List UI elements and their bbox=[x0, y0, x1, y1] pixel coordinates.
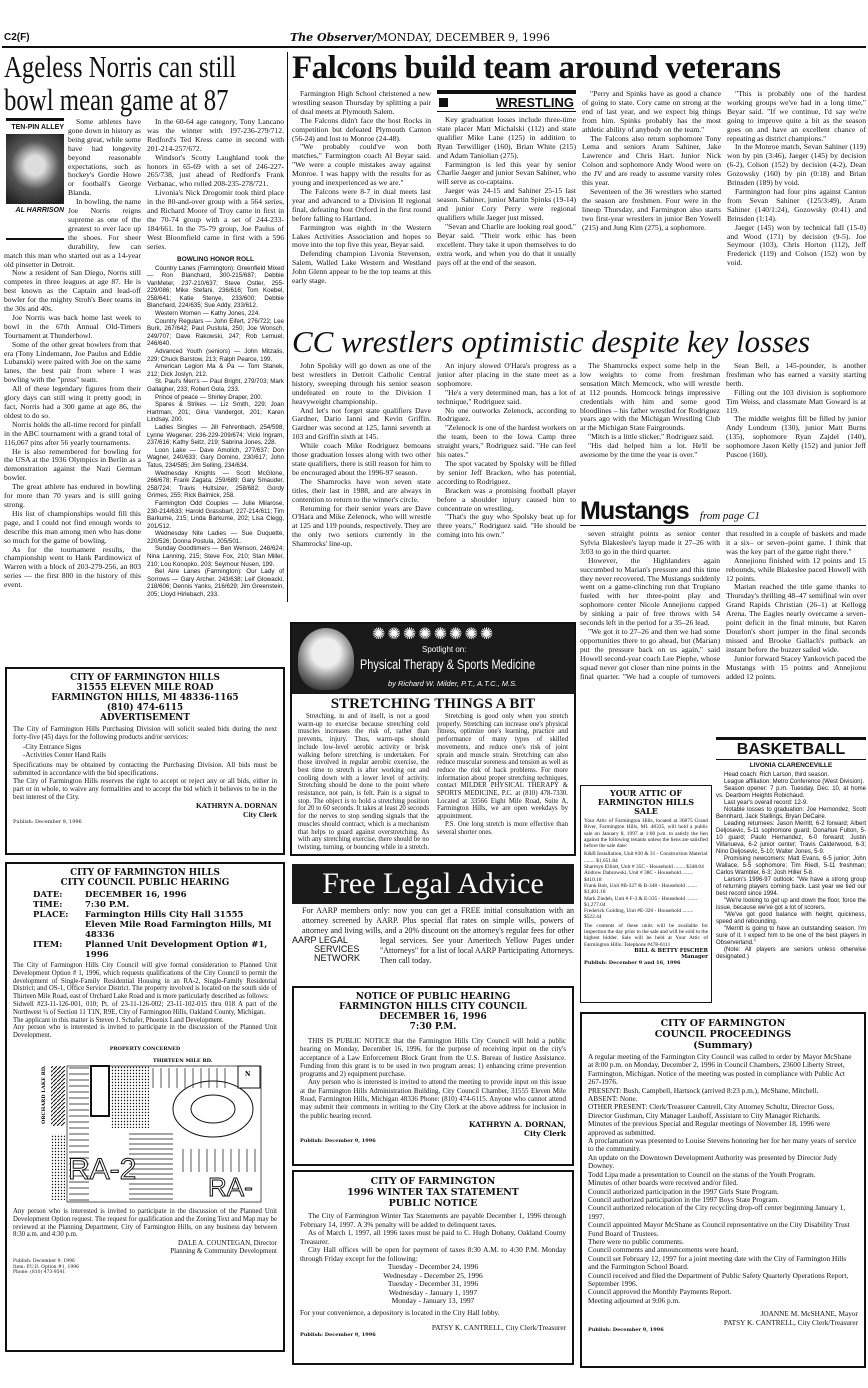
paragraph: In bowling, the name Joe Norris reigns supreme as one of the greatest to ever lace up the shoes. For sheer durability, few can match this man who started out as a 14-year old pinsetter in Detroit. bbox=[4, 197, 141, 269]
signer-title: City Clerk bbox=[243, 810, 277, 819]
square-icon bbox=[439, 98, 448, 107]
paragraph: Sidwell #23-11-126-001, 010; Pt. of 23-11-126-002; 23-11-102-015 thru 018 A part of the Northwest ¼ of Section 11 T1N, R9E, City of Farmington Hills, Oakland County, Michigan. bbox=[13, 1000, 277, 1016]
map-zone-os bbox=[51, 1066, 65, 1126]
norris-headline: Ageless Norris can still bowl mean game at 87 bbox=[4, 49, 237, 117]
sale-item: K&B Installation, Unit #20 & 31 - Construction Material ........ $1,651.84 bbox=[584, 851, 708, 864]
paragraph: Council appointed Mayor McShane as Council representative on the City Disability Trust Fund Board of Trustees. bbox=[588, 1220, 850, 1238]
norris-body bbox=[4, 118, 284, 603]
text-block bbox=[13, 962, 277, 1040]
legal-ad-text: For AARP members only: now you can get a FREE initial consultation with an attorney screened by AARP. Plus special flat rates on simple wills, powers of attorney and living wills, and a 20% discount on the attorney's regular fees for other legal services. See your Ameritech Yellow Pages under "Attorneys" for a list of local AARP Participating Attorneys. Then call today. bbox=[302, 906, 574, 965]
sale-item: Frank Bob, Unit #B-327 & B-348 - Household ........ $1,401.18 bbox=[584, 882, 698, 896]
runner-icons: ✺✺✺✺✺✺✺✺ bbox=[372, 624, 496, 643]
paragraph: Spares & Strikes — Liz Smith, 229; Joan Hartman, 201; Gina Vandergot, 201; Karen Lindsay, 200. bbox=[147, 401, 284, 424]
spotlight-body bbox=[292, 713, 574, 853]
paragraph: An injury slowed O'Hara's progress as a junior after placing in the state meet as a sophomore. bbox=[437, 362, 576, 388]
field-value: 7:30 P.M. bbox=[85, 900, 130, 910]
paragraph: Sunday Goodtimers — Ben Wenson, 248/624; Nina Lanning, 215; Steve Fox, 210; Stan Miller, 210; Lou Konopko, 203; Seymour Nusen, 199. bbox=[147, 545, 284, 568]
paragraph: Returning for their senior years are Dave O'Hara and Mike Zelenock, who will wrestle at 125 and 119 pounds, respectively. They are the only two seniors currently in the Shamrocks' line-up. bbox=[292, 503, 431, 549]
map-property bbox=[111, 1066, 149, 1128]
paragraph: Annejionu finished with 12 points and 15 rebounds, while Blakeslee paced Howell with 12 points. bbox=[726, 555, 866, 583]
paragraph: Stretching, in and of itself, is not a good warm-up to exercise because stretching cold muscles increases the risk of, rather than prevents, injury. Thus, warm-ups should include low-level aerobic activity or brisk walking before stretching is undertaken. For those involved in regular aerobic exercise, the best time to stretch is after working out and cooling down with a lower level of activity. Stretching should be done to the point where resistance, not pain, is felt. Pain is a signal to stop. The object is to hold a stretching position for 20 to 60 seconds. It takes at least 20 seconds for the nerves to stop sending signals that the muscles should contract, which is a mechanism that helps to guard against overstretching. As with any stretching exercise, there should be no twisting, turning, or bouncing while in a stretch. bbox=[298, 713, 430, 851]
signer: PATSY K. CANTRELL, City Clerk/Treasurer bbox=[431, 1322, 566, 1332]
paragraph: "This is probably one of the hardest working groups we've had in a long time," Beyar said. "If we continue, I'd say we're going to improve quite a bit as the season goes on and have an excellent chance of repeating as district champions." bbox=[727, 90, 866, 143]
paragraph: There were no public comments. bbox=[588, 1236, 684, 1246]
paragraph: P.S. One long stretch is more effective than several shorter ones. bbox=[437, 820, 568, 836]
paragraph: The City of Farmington Hills City Council will give formal consideration to Planned Unit Development Option # 1, 1996, which requests qualifications of the City Council to permit the development of Single-Family Residential Housing in an RA-2, Single-Family Residential District; and OS-1, Office Service District. The property involved is located on the south side of Thirteen Mile Road, east of Orchard Lake Road and is more particularly described as follows: bbox=[13, 962, 277, 1001]
paragraph: Some of the other great bowlers from that era (Tony Lindemann, Joe Paulus and Eddie Lubanski) were paired with Joe on the same lanes, the best pair from where I was bowling with the "press" team. bbox=[4, 339, 141, 385]
falcons-col-2 bbox=[437, 90, 576, 320]
paragraph: Bel Aire Lanes (Farmington): Our Lady of Sorrows — Gary Archer, 243/638; Leif Glowacki, 218/606; Dennis Yanks, 216/629; Jim Greenstein, 205; Lloyd Hirlebach, 233. bbox=[147, 568, 284, 599]
text-block bbox=[13, 868, 277, 888]
attic-items bbox=[584, 851, 708, 920]
falcons-col-3 bbox=[582, 90, 721, 320]
paragraph: The spot vacated by Spolsky will be filled by senior Jeff Bracken, who has potential, according to Rodriguez. bbox=[437, 458, 576, 486]
paragraph: However, the Highlanders again succumbed to Marian's pressure and this time they never recovered. The Mustangs suddenly went on a game-clinching run that Trupiano fueled with her three-point play and sophomore center Nicole Annejionu capped by sinking a pair of free throws with 54 seconds left in the period for a 35–26 lead. bbox=[580, 555, 720, 628]
paragraph: "His dad helped him a lot. He'll be awesome by the time the year is over." bbox=[580, 441, 720, 460]
item-name: Frederick Golding, Unit #E-320 - Household bbox=[584, 908, 682, 915]
field-value: Planned Unit Development Option #1, 1996 bbox=[85, 940, 268, 960]
signer-title: Planning & Community Development bbox=[170, 1247, 277, 1256]
spotlight-title: Physical Therapy & Sports Medicine bbox=[360, 656, 536, 672]
paragraph: Farmington is led this year by senior Charlie Jaeger and junior Sevan Sahiner, who will serve as co-captains. bbox=[437, 159, 576, 187]
sale-item: Andrew Dabrowski, Unit # 38C - Household ........ $410.18 bbox=[584, 870, 694, 883]
paragraph: Farmington had four pins against Canton from Sevan Sahiner (125/3:49), Aram Sahiner (140/1:24), Gozowsky (0:41) and Brinsden (1:14). bbox=[727, 186, 866, 223]
mustangs-body bbox=[580, 530, 866, 730]
attic-sale-notice bbox=[580, 785, 712, 1003]
paragraph: Livonia's Nick Drogomir took third place in the 80-and-over group with a 564 series, and Richard Moore of Troy came in first in the 70-74 group with a set of 244-233-184/661. In the 75-79 group, Joe Paulus of West Bloomfield came in first with a 596 series. bbox=[147, 188, 284, 251]
publish-date: Publish: December 9, 1996 bbox=[588, 1327, 664, 1334]
paragraph: Head coach: Rich Larson, third season. bbox=[724, 772, 830, 778]
item-amount: $348.04 bbox=[686, 864, 704, 871]
paragraph: He is also remembered for bowling for the USA at the 1936 Olympics in Berlin as a demonstration against the Nazi German bowler. bbox=[4, 446, 141, 483]
paragraph: Joe Norris was back home last week to bowl in the 67th Annual Old-Timers Tournament at Thunderbowl. bbox=[4, 312, 141, 340]
map-road-label: THIRTEEN MILE RD. bbox=[153, 1057, 213, 1064]
spotlight-kicker: Spotlight on: bbox=[422, 645, 467, 654]
closing: Any person who is interested is invited to participate in the discussion of the Planned Unit Development Option request. The request for qualification and the Zoning Text and Map may be reviewed at the Planning Department, City of Farmington Hills, on any business day between 8:30 a.m. and 4:30 p.m. bbox=[13, 1207, 277, 1239]
basketball-title: BASKETBALL bbox=[736, 741, 846, 758]
sale-item: Sharmyn Elliott, Unit # 35C - Household ........ $348.04 bbox=[584, 864, 704, 871]
paragraph: 31555 ELEVEN MILE ROAD bbox=[76, 683, 214, 693]
signer: KATHRYN A. DORNAN bbox=[195, 801, 277, 810]
paragraph: Farmington Odd Couples — Julie Milarose, 230-214/633; Harold Grassbart, 227-214/611; Tim Barkume, 215; Linda Barkume, 202; Lisa Clegg, 201/512. bbox=[147, 499, 284, 530]
paragraph: Council authorized relocation of the City recycling drop-off center beginning January 1, 1997. bbox=[588, 1203, 846, 1221]
map-zone-label: RA-2 bbox=[68, 1152, 137, 1186]
paragraph: St. Paul's Men's — Paul Bright, 279/703; Mark Gallagher, 233; Robert Gola, 233. bbox=[147, 378, 284, 393]
paragraph: The Falcons were 8-7 in dual meets last year and advanced to a Division II regional final, defeating host Oxford in the first round before falling to Hartland. bbox=[292, 186, 431, 223]
section-label: WRESTLING bbox=[496, 95, 574, 110]
map-north-label: N bbox=[245, 1070, 251, 1078]
item-amount: $410.18 bbox=[584, 876, 602, 883]
masthead bbox=[290, 31, 550, 44]
column-rule bbox=[287, 52, 288, 602]
paragraph: The applicant in this matter is Steven J. Schafer, Phoenix Land Development. bbox=[13, 1016, 224, 1024]
paragraph: Windsor's Scotty Laughland took the honors in 65-69 with a set of 246-227-265/738, just ahead of Redford's Frank Verbanac, who rolled 208-235-278/721. bbox=[147, 152, 284, 189]
paragraph: CITY COUNCIL PUBLIC HEARING bbox=[60, 878, 230, 888]
paragraph: Bracken was a promising football player before a shoulder injury caused him to concentrate on wrestling. bbox=[437, 485, 576, 513]
closing: For your convenience, a depository is located in the City Hall lobby. bbox=[300, 1307, 500, 1317]
spotlight-ad bbox=[290, 622, 576, 856]
paragraph: A proclamation was presented to Louise Stevens honoring her for her many years of service to the community. bbox=[588, 1136, 857, 1154]
paragraph: Specifications may be obtained by contacting the Purchasing Division. All bids must be submitted in accordance with the bid specifications. bbox=[13, 761, 277, 777]
paragraph: 7:30 P.M. bbox=[409, 1022, 457, 1032]
paragraph: OTHER PRESENT: Clerk/Treasurer Cantrell, City Attorney Schultz, Director Goss, Director Gushman, City Manager Lauhoff, Assistant to City Manager Richards. bbox=[588, 1102, 835, 1120]
paragraph: The City of Farmington Winter Tax Statements are payable December 1, 1996 through February 14, 1997. A 3% penalty will be added to delinquent taxes. bbox=[300, 1212, 566, 1229]
paragraph: Wednesday - December 25, 1996 bbox=[383, 1270, 483, 1280]
item-amount: $1,401.18 bbox=[584, 889, 606, 896]
paragraph: Monday - January 13, 1997 bbox=[391, 1296, 475, 1306]
winter-tax-notice bbox=[292, 1170, 574, 1365]
paragraph: In the Monroe match, Sevan Sahiner (119) won by pin (3:46), Jaeger (145) by decision (6-2), Colson (152) by decision (4-2), Dean Gozowsky (160) by pin (0:18) and Brian Brinsden (189) by void. bbox=[727, 142, 866, 188]
publish-date: Publish: December 9, 1996 bbox=[300, 1331, 376, 1338]
property-map bbox=[33, 1054, 263, 1204]
logo-line: AARP LEGAL bbox=[292, 935, 348, 945]
paragraph: Jaeger was 24-15 and Sahiner 25-15 last season. Sahiner, junior Martin Spinks (19-14) and junior Cory Perry were regional qualifiers while Jaeger just missed. bbox=[437, 186, 576, 222]
purchasing-advertisement bbox=[5, 667, 285, 855]
paragraph: Sean Bell, a 145-pounder, is another freshman who has earned a varsity starting berth. bbox=[726, 362, 866, 388]
honor-roll-title: BOWLING HONOR ROLL bbox=[177, 255, 254, 263]
council-proceedings bbox=[580, 1012, 866, 1368]
paragraph: Defending champion Livonia Stevenson, Salem, Walled Lake Western and Westland John Glenn appear to be the top teams at this early stage. bbox=[292, 249, 431, 286]
text-block bbox=[13, 743, 277, 759]
paragraph: The Falcons didn't face the host Rocks in competition but defeated Plymouth Canton (56-24) and lost to Monroe (24-48). bbox=[292, 115, 431, 143]
map-curved-street bbox=[191, 1095, 235, 1123]
paragraph: "That's the guy who Spolsky beat up for three years," Rodriguez said. "He should be coming into his own." bbox=[437, 512, 576, 540]
basketball-header bbox=[716, 737, 866, 760]
text-block bbox=[300, 1176, 566, 1209]
author-name: AL HARRISON bbox=[15, 207, 64, 214]
paragraph: "We're looking to get up and down the floor, force the issue, because we've got a lot of scorers. bbox=[716, 898, 866, 911]
map-zone-label: RA- bbox=[208, 1171, 253, 1202]
map-caption: PROPERTY CONCERNED bbox=[109, 1045, 181, 1052]
item-amount: $1,651.84 bbox=[596, 857, 618, 864]
paragraph: Season opener: 7 p.m. Tuesday, Dec. 10, at home vs. Dearborn Heights Robichaud. bbox=[716, 786, 866, 799]
paragraph: PUBLIC NOTICE bbox=[388, 1198, 478, 1209]
item-name: Andrew Dabrowski, Unit # 38C - Household bbox=[584, 870, 681, 877]
field-value: DECEMBER 16, 1996 bbox=[85, 890, 187, 900]
falcons-col-4 bbox=[727, 90, 866, 320]
paragraph: 1996 WINTER TAX STATEMENT bbox=[347, 1187, 519, 1198]
paragraph: Last year's overall record: 12-9. bbox=[724, 800, 808, 806]
text-block bbox=[727, 90, 866, 268]
paragraph: Minutes of the previous Special and Regular meetings of November 18, 1996 were approved as submitted. bbox=[588, 1119, 831, 1137]
paragraph: The City of Farmington Hills reserves the right to accept or reject any or all bids, either in part or in whole, to waive any formalities and to accept the bid which it believes to be in the best interest of the City. bbox=[13, 777, 277, 801]
hearing-field bbox=[33, 910, 277, 940]
publish-date: Publish: December 9 and 16, 1996 bbox=[584, 959, 681, 966]
paragraph: ADVERTISEMENT bbox=[100, 713, 190, 723]
map-side-road-label: ORCHARD LAKE RD. bbox=[41, 1065, 47, 1124]
paragraph: Council approved the Monthly Payments Report. bbox=[588, 1287, 732, 1297]
text-block bbox=[300, 1263, 566, 1306]
logo-line: SERVICES bbox=[314, 944, 360, 954]
paragraph: No one outworks Zelenock, according to Rodriguez. bbox=[437, 405, 576, 424]
paragraph: THIS IS PUBLIC NOTICE that the Farmington Hills City Council will hold a public hearing on Monday, December 16, 1996, for the purpose of receiving input on the city's acceptance of a Law Enforcement Block Grant from the U.S. Bureau of Justice Assistance. Funding from this grant is to be used in two program areas; 1) enhancing crime prevention programs and 2) equipment purchase. bbox=[300, 1037, 566, 1079]
field-label: DATE: bbox=[33, 890, 63, 900]
publish-date: Publish: December 9, 1996 bbox=[13, 819, 82, 825]
paragraph: seven straight points as senior center Sylvia Blakeslee's layup made it 27–26 with 3:03 to go in the third quarter. bbox=[580, 530, 720, 556]
paragraph: While coach Mike Rodriguez bemoans those graduation losses along with two other state qualifiers, there is still reason for him to be encouraged about the 1996-97 season. bbox=[292, 441, 431, 477]
paragraph: All of these legendary figures from their glory days can still wing it pretty good; in fact, Norris had a 300 game at age 86, the oldest to do so. bbox=[4, 384, 141, 420]
team-name: LIVONIA CLARENCEVILLE bbox=[749, 762, 833, 769]
text-block bbox=[292, 90, 431, 286]
paragraph: DECEMBER 16, 1996 bbox=[379, 1012, 487, 1022]
paragraph: "Perry and Spinks have as good a chance of going to state. Cory came on strong at the end of last year, and we expect big things from him. Spinks probably has the most athletic ability of anybody on the team." bbox=[582, 90, 721, 134]
text-block bbox=[13, 673, 277, 723]
paragraph: CITY OF FARMINGTON bbox=[660, 1018, 786, 1029]
column-name: TEN-PIN ALLEY bbox=[11, 124, 64, 131]
field-value: Farmington Hills City Hall 31555 Eleven Mile Road Farmington Hills, MI 48336 bbox=[85, 910, 272, 940]
paragraph: Council received and filed the Department of Public Safety Quarterly Operations Report, September 1996. bbox=[588, 1270, 849, 1288]
paragraph: His list of championships would fill this page, and I could not find enough words to describe this man among men who has done so much for the game of bowling. bbox=[4, 508, 141, 545]
paragraph: Tuesday - December 24, 1996 bbox=[387, 1262, 479, 1271]
paragraph: Phone: (810) 473-9541 bbox=[13, 1270, 66, 1276]
paragraph: Any person who is interested is invited to participate in the discussion of the Planned Unit Development. bbox=[13, 1024, 277, 1040]
legal-ad bbox=[292, 906, 574, 984]
paragraph: FARMINGTON HILLS CITY COUNCIL bbox=[339, 1002, 527, 1012]
spotlight-banner bbox=[292, 624, 574, 694]
paragraph: Item: P.U.D. Option #1, 1996 bbox=[13, 1264, 79, 1270]
paragraph: League affiliation: Metro Conference (West Division). bbox=[724, 779, 865, 785]
wrestling-badge bbox=[437, 90, 576, 112]
legal-ad-title: Free Legal Advice bbox=[292, 864, 574, 904]
falcons-col-1 bbox=[292, 90, 431, 320]
paragraph: Farmington High School christened a new wrestling season Thursday by splitting a pair of dual meets at Plymouth Salem. bbox=[292, 90, 431, 116]
paragraph: Council comments and announcements were heard. bbox=[588, 1245, 739, 1255]
text-block bbox=[300, 1037, 566, 1120]
hearing-field bbox=[33, 940, 277, 960]
paragraph: City Hall offices will be open for payment of taxes 8:30 A.M. to 4:30 P.M. Monday through Friday except for the following: bbox=[300, 1245, 566, 1263]
paragraph: FARMINGTON HILLS bbox=[597, 797, 695, 807]
paragraph: (Note: All players are seniors unless otherwise designated.) bbox=[716, 947, 866, 960]
item-name: Sharmyn Elliott, Unit # 35C - Household bbox=[584, 864, 673, 871]
signer: DALE A. COUNTEGAN, Director bbox=[178, 1239, 277, 1248]
paragraph: Advanced Youth (seniors) — John Mitzalis, 229; Chuck Barstow, 213; Ralph Pearce, 199. bbox=[147, 348, 284, 363]
paragraph: "We probably could've won both matches," Farmington coach Al Beyar said. "We were a couple mistakes away against Monroe. I was happy with the results for as young and inexperienced as we are." bbox=[292, 142, 431, 188]
paragraph: CITY OF FARMINGTON HILLS bbox=[70, 673, 220, 683]
paragraph: "Zelenock is one of the hardest workers on the team, been to the Iowa Camp three straight years," Rodriguez said. "He can feel his oates." bbox=[437, 423, 576, 460]
closing: The contents of these units will be available for inspection the day prior to the sale and will be sold to the highest bidder. Sale will be held at Your Attic of Farmington Hills. Telephone #478-0111 bbox=[584, 922, 708, 948]
cc-headline: CC wrestlers optimistic despite key losses bbox=[292, 324, 811, 359]
paragraph: "We got it to 27–26 and then we had some opportunities there to go ahead, but (Marian) put the pressure back on us again," said Howell second-year coach Lee Piephe, whose squad never got closer than nine points in the final quarter. "We had a couple of turnovers that resulted in a couple of baskets and made it a six– or seven–point game. I think that was the key part of the game right there." bbox=[580, 530, 866, 681]
paragraph: ABSENT: None. bbox=[588, 1094, 638, 1104]
hearing-notice bbox=[292, 986, 574, 1166]
paragraph: Tuesday - December 31, 1996 bbox=[387, 1279, 479, 1289]
text-block bbox=[292, 362, 576, 549]
basketball-preview bbox=[716, 735, 866, 1007]
text-block bbox=[588, 1018, 858, 1051]
paragraph: Stretching is good only when you stretch properly. Stretching can increase one's physical fitness, optimize one's learning, practice and performance of many types of skilled movements, and reduce one's risk of joint sprain and muscle strain. Stretching can also reduce muscular soreness and tension as well as reduce the risk of back problems. For more information about proper stretching techniques, contact MILDER PHYSICAL THERAPY & SPORTS MEDICINE, P.C. at (810) 478-7330. Located at 33566 Eight Mile Road, Suite A, Farmington Hills, we are open weekdays by appointment. bbox=[437, 713, 568, 821]
paragraph: Ladies Singles — Jill Fehrenbach, 254/598; Lynne Wegener, 236-229-209/674; Vicki Ingram, 237/616; Kathy Seitz, 219; Sabrina Jones, 228. bbox=[147, 423, 284, 447]
spotlight-headline: STRETCHING THINGS A BIT bbox=[330, 696, 536, 712]
map-curved-street bbox=[173, 1081, 253, 1137]
paragraph: (810) 474-6115 bbox=[106, 703, 184, 713]
intro: The City of Farmington Hills Purchasing Division will solicit sealed bids during the next forty-five (45) days for the following products and/or services: bbox=[13, 725, 277, 741]
text-block bbox=[584, 789, 708, 816]
paragraph: John Spolsky will go down as one of the best wrestlers in Detroit Catholic Central history, sweeping through his senior season undefeated en route to the Division I heavyweight championship. bbox=[292, 362, 431, 406]
paragraph: Country Lanes (Farmington): Greenfield Mixed — Ron Blanchard, 300-215/687; Debbie VanMeter, 237-210/637; Steve Ostler, 255-229/086; Mike Stefani, 236/616; Tom Koebel, 258/641; Katie Stenye, 233/600; Debbie Blanchard, 224/635; Sue Addy, 233/612. bbox=[147, 264, 284, 310]
paragraph: Wednesday Nite Ladies — Sue Duquette, 220/526; Donna Postula, 205/501. bbox=[147, 530, 284, 545]
paragraph: (Summary) bbox=[693, 1040, 753, 1051]
paragraph: Norris holds the all-time record for pinfall in the ABC tournament with a grand total of 116,067 pins after 56 yearly tournaments. bbox=[4, 419, 141, 447]
signer-title: Manager bbox=[681, 953, 708, 960]
paragraph: Promising newcomers: Matt Evans, 6-5 junior; John Wallace, 5-5 sophomore; Tim Riedl, 5-11 freshman; Carlos Wambler, 6-3; Josh Hiller 5-8. bbox=[716, 856, 866, 876]
field-label: PLACE: bbox=[33, 910, 69, 920]
mustangs-header bbox=[580, 498, 866, 526]
text-block bbox=[13, 1259, 277, 1276]
text-block bbox=[580, 362, 866, 460]
jump-line: from page C1 bbox=[699, 510, 760, 522]
map-property-outline bbox=[91, 1066, 109, 1116]
text-block bbox=[437, 116, 576, 267]
paragraph: An update on the Downtown Development Authority was presented by Director Judy Downey. bbox=[588, 1152, 838, 1171]
publish-date: Publish: December 9, 1996 bbox=[300, 1137, 376, 1144]
spacer bbox=[4, 118, 68, 246]
paragraph: NOTICE OF PUBLIC HEARING bbox=[355, 992, 511, 1002]
paragraph: "Mitch is a little slicker," Rodriguez said. bbox=[588, 432, 714, 442]
logo-line: NETWORK bbox=[314, 953, 360, 963]
paragraph: "We've got good balance with height, quickness, speed and rebounding. bbox=[716, 912, 866, 925]
signer-title: City Clerk bbox=[524, 1128, 566, 1138]
signer: BILL & BETTY FISCHER bbox=[634, 947, 708, 954]
paragraph: Filling out the 103 division is sophomore Tim Weiss, and classmate Matt Goward is at 119. bbox=[726, 387, 866, 415]
paragraph: Now a resident of San Diego, Norris still competes in three leagues at age 87. He is best known as the Captain and lead-off bowler for the mighty Stroh's Beer teams in the 30s and 40s. bbox=[4, 268, 141, 314]
paragraph: Key graduation losses include three-time state placer Matt Michalski (112) and state qualifier Mike Lane (125) in addition to Ryan Terwilliger (160), Brian White (215) and Adam Taniolian (275). bbox=[437, 115, 576, 160]
paragraph: Prince of peace — Shirley Draper, 200. bbox=[155, 393, 263, 401]
paragraph: Notable losses to graduation: Joe Hernondez, Scott Bennhard, Jack Stallings, Bryan DeCaire. bbox=[716, 807, 866, 820]
hearing-fields bbox=[33, 890, 277, 960]
aarp-logo bbox=[292, 936, 376, 963]
text-block bbox=[580, 530, 866, 681]
paragraph: Minutes of other boards were received and/or filed. bbox=[588, 1178, 738, 1188]
paragraph: Wednesday Knights — Scott McGlone, 266/678; Frank Zagata, 259/689; Gary Smauder, 258/724; Travis Hultsizer, 258/682; Gordy Grimes, 255; Rick Balmick, 258. bbox=[147, 469, 284, 500]
item-amount: $1,277.04 bbox=[584, 901, 606, 908]
field-label: TIME: bbox=[33, 900, 63, 910]
item-name: Frank Bob, Unit #B-327 & B-348 - Household bbox=[584, 882, 685, 889]
paragraph: YOUR ATTIC OF bbox=[609, 788, 683, 798]
item-name: Mark Ziedeh, Unit # F-3 & E-335 - Household bbox=[584, 895, 686, 902]
paragraph: Farmington was eighth in the Western Lakes Activities Association and hopes to move into the top five this year, Beyar said. bbox=[292, 222, 431, 250]
paragraph: "Sevan and Charlie are looking real good," Beyar said. "Their work ethic has been excellent. They take it upon themselves to do extra work, and when you do that it usually pays off at the end of the season. bbox=[437, 221, 576, 267]
cc-body-left bbox=[292, 362, 576, 616]
paragraph: Larson's 1996-97 outlook: "We have a strong group of returning players coming back. Last year we tied our best record since 1994. bbox=[716, 877, 866, 897]
signer: JOANNE M. McSHANE, Mayor bbox=[760, 1309, 858, 1319]
paragraph: Any person who is interested is invited to attend the meeting to provide input on this issue at the Farmington Hills Administration Building, City Council Chamber, 31555 Eleven Mile Road, Farmington Hills, Michigan 48336 Phone: (810) 474-6115. Anyone who cannot attend may submit their comments in writing to the City Clerk at the above address for inclusion in the public hearing record. bbox=[300, 1078, 566, 1120]
paragraph: As of March 1, 1997, all 1996 taxes must be paid to C. Hugh Dohany, Oakland County Treasurer. bbox=[300, 1228, 566, 1246]
paragraph: Publish: December 9, 1996 bbox=[13, 1259, 75, 1265]
paragraph: Meeting adjourned at 9:06 p.m. bbox=[588, 1295, 681, 1305]
paragraph: A regular meeting of the Farmington City Council was called to order by Mayor McShane at 8:00 p.m. on Monday, December 2, 1996 in Council Chambers, 23600 Liberty Street, Farmington, Michigan. Notice of the meeting was posted in compliance with Public Act 267-1976. bbox=[588, 1052, 852, 1087]
paragraph: In the 60-64 age category, Tony Lancano was the winner with 197-236-279/712. Redford's Ted Kress came in second with 201-214-257/672. bbox=[147, 118, 284, 153]
text-block bbox=[582, 90, 721, 233]
cc-body-right bbox=[580, 362, 866, 496]
paragraph: Seventeen of the 36 wrestlers who started the season are freshmen. Four were in the lineup Thursday, and Farmington also starts two first-year wrestlers in junior Ben Yowell (215) and Jung Kim (275), a sophomore. bbox=[582, 186, 721, 232]
paragraph: American Legion Ma & Pa — Tom Stanek, 212; Dick Joslyn, 212. bbox=[147, 363, 284, 378]
sale-item: Mark Ziedeh, Unit # F-3 & E-335 - Household ........ $1,277.04 bbox=[584, 895, 698, 908]
paragraph: -City Entrance Signs bbox=[23, 743, 82, 751]
falcons-headline: Falcons build team around veterans bbox=[292, 50, 781, 86]
paragraph: Some athletes have gone down in history as being great, while some have had longevity beyond reasonable expectations, such as hockey's Gordie Howe or football's George Blanda. bbox=[68, 118, 141, 198]
spotlight-byline: by Richard W. Milder, P.T., A.T.C., M.S. bbox=[388, 679, 518, 688]
paragraph: Jaeger (145) won by technical fall (15-0) and Wood (171) by decision (9-5). Joe Seymour (103), Chris Horton (112), Jeff Frederick (119) and Colson (152) won by void. bbox=[727, 222, 866, 268]
paragraph: Council authorized participation in the 1997 Boys State Program. bbox=[588, 1194, 780, 1204]
paragraph: SALE bbox=[634, 806, 658, 816]
item-amount: $522.44 bbox=[584, 914, 602, 921]
paragraph: "He's a very determined man, has a lot of technique," Rodriguez said. bbox=[437, 387, 576, 406]
paragraph: PRESENT: Bush, Campbell, Hartsock (arrived 8:23 p.m.), McShane, Mitchell. bbox=[588, 1085, 819, 1095]
page-number: C2(F) bbox=[4, 32, 30, 43]
paragraph: Loon Lake — Dave Amolich, 277/637; Don Wagner, 240/633; Gary Domino, 230/617; John Tatus, 234/585; Jim Selling, 234/634. bbox=[147, 446, 284, 469]
paragraph: CITY OF FARMINGTON bbox=[370, 1176, 496, 1187]
author-photo bbox=[298, 628, 354, 690]
mustangs-headline: Mustangs bbox=[580, 497, 689, 525]
paragraph: As for the tournament results, the championship went to Hank Pardinowicz of Warren with a block of 203-279-256, an 803 series — the first 800 in the history of this event. bbox=[4, 544, 141, 590]
paragraph: Junior forward Stacey Yankovich paced the Mustangs with 15 points and Annejionu added 12 points. bbox=[726, 653, 866, 681]
paragraph: COUNCIL PROCEEDINGS bbox=[654, 1029, 792, 1040]
field-label: ITEM: bbox=[33, 940, 63, 950]
paragraph: Council set February 12, 1997 for a joint meeting date with the City of Farmington Hills and the Farmington School Board. bbox=[588, 1253, 847, 1272]
paragraph: The great athlete has endured in bowling for more than 70 years and is still going strong. bbox=[4, 482, 141, 509]
paragraph: Marian reached the title game thanks to Thursday's thrilling 48–47 semifinal win over Grand Rapids Christian (26–1) at Kellogg Arena. The Eagles nearly overcame a seven-point deficit in the final minute, but Karen Dourlon's short jumper in the final seconds missed and Brooke Gallach's putback an instant before the buzzer sailed wide. bbox=[726, 582, 866, 654]
paragraph: Council authorized participation in the 1997 Girls State Program. bbox=[588, 1186, 779, 1196]
hearing-field bbox=[33, 890, 277, 900]
paragraph: -Activities Center Hand Rails bbox=[23, 751, 107, 759]
item-name: K&B Installation, Unit #20 & 31 - Construction Material bbox=[584, 851, 708, 858]
paragraph: Leading returnees: Jason Merritt, 6-2 forward; Albert Deljosevic, 5-11 sophomore guard; Donahue Fulton, 5-10 guard; Paulo Hernandez, 6-0 forward; Justin Villanueva, 6-2 junior center; Travis Calderwood, 6-3; Nino Deljosevic, 5-10; Walter Jones, 5-9. bbox=[716, 821, 866, 855]
paragraph: "Merritt is going to have an outstanding season. I'm sure of it. I expect him to be one of the best players in Observerland." bbox=[716, 926, 866, 946]
issue-date: MONDAY, DECEMBER 9, 1996 bbox=[376, 31, 550, 44]
paragraph: Country Regulars — John Eifert, 276/722; Lee Burk, 267/642; Paul Pustula, 250; Joe Wonsch, 249/707; Dave Rakowski, 247; Rob Lemuel, 246/640. bbox=[147, 317, 284, 348]
sale-item: Frederick Golding, Unit #E-320 - Household ........ $522.44 bbox=[584, 908, 694, 921]
signer: PATSY K. CANTRELL, City Clerk/Treasurer bbox=[723, 1318, 858, 1328]
text-block bbox=[300, 1212, 566, 1263]
pud-hearing-notice bbox=[5, 862, 285, 1352]
map-zone-b bbox=[51, 1134, 65, 1200]
text-block bbox=[300, 992, 566, 1032]
signer: KATHRYN A. DORNAN, bbox=[468, 1119, 566, 1129]
paragraph: The middle weights fill be filled by junior Andy Londrum (130), junior Matt Burns (135), sophomore Ryan Zajdel (140), sophomore Jason Kelly (152) and junior Jeff Puscoe (160). bbox=[726, 414, 866, 460]
paragraph: The Falcons also return sophomore Tony Lema and seniors Aram Sahiner, Jake Lawrence and Chris Hart. Junior Nick Colson and sophomore Andy Wood were on the JV and are ready to assume varsity roles this year. bbox=[582, 133, 721, 188]
paper-name: The Observer/ bbox=[290, 31, 377, 44]
text-block bbox=[298, 713, 568, 852]
masthead-rule bbox=[2, 46, 866, 48]
paragraph: And let's not forget state qualifiers Dave Gardner, Dario Ianni and Kevin Griffin. Gardner was second at 125, Ianni seventh at 103 and Griffin sixth at 145. bbox=[292, 405, 431, 442]
paragraph: Todd Lipa made a presentation to Council on the status of the Youth Program. bbox=[588, 1169, 816, 1179]
paragraph: The Shamrocks expect some help in the low weights to come from freshman sensation Mitch Memcock, who will wrestle at 112 pounds. Homcock brings impressive credentials with him and some good bloodlines – his father wrestled for Rodriguez years ago with the Michigan Wrestling Club at the Michigan State Fairgrounds. bbox=[580, 362, 720, 433]
text-block bbox=[588, 1053, 858, 1305]
paragraph: Wednesday - January 1, 1997 bbox=[388, 1287, 478, 1297]
hearing-field bbox=[33, 900, 277, 910]
text-block bbox=[716, 772, 866, 961]
text-block bbox=[13, 761, 277, 801]
paragraph: Western Women — Kathy Jones, 224. bbox=[155, 310, 261, 318]
intro: Your Attic of Farmington Hills, located at 36875 Grand River, Farmington Hills, MI. 48335, will hold a public sale on January 8, 1997 at 1:00 p.m. to satisfy the lien against the following tenants unless the liens are satisfied before the sale date: bbox=[584, 818, 708, 850]
paragraph: CITY OF FARMINGTON HILLS bbox=[70, 868, 220, 878]
paragraph: FARMINGTON HILLS, MI 48336-1165 bbox=[51, 693, 239, 703]
paragraph: The Shamrocks have won seven state titles, their last in 1988, and are always in contention to return to the winner's circle. bbox=[292, 476, 431, 504]
